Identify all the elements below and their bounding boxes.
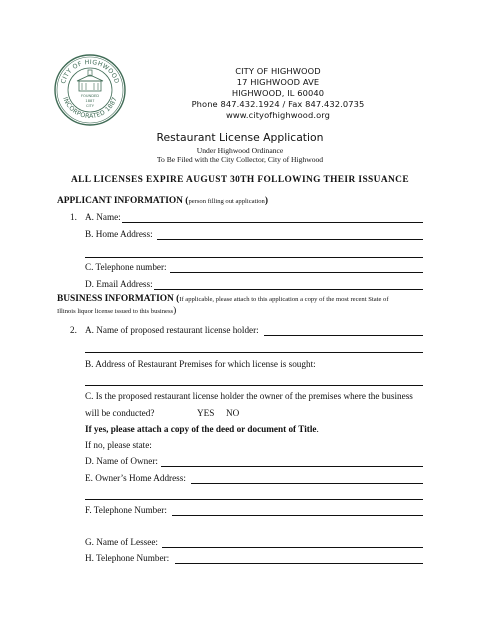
form-title: Restaurant License Application bbox=[156, 131, 324, 144]
business-heading-close: ) bbox=[173, 306, 177, 316]
applicant-name-label: A. Name: bbox=[85, 212, 121, 222]
header-address-block bbox=[178, 66, 378, 121]
owner-address-label: E. Owner’s Home Address: bbox=[85, 473, 186, 483]
owner-phone-field[interactable] bbox=[172, 515, 423, 516]
owner-question-line2: will be conducted? bbox=[85, 408, 155, 418]
owner-no-option[interactable]: NO bbox=[226, 408, 240, 418]
form-subtitle-filing: To Be Filed with the City Collector, City of Highwood bbox=[156, 155, 324, 164]
attach-deed-note-text: If yes, please attach a copy of the deed or document of Title bbox=[85, 424, 317, 434]
applicant-phone-label: C. Telephone number: bbox=[85, 262, 167, 272]
lessee-name-field[interactable] bbox=[162, 547, 423, 548]
item-number-2: 2. bbox=[70, 325, 77, 335]
applicant-heading-close: ) bbox=[264, 196, 268, 206]
city-seal bbox=[54, 54, 126, 126]
seal-inner-text-2: 1887 bbox=[85, 99, 95, 103]
owner-name-field[interactable] bbox=[161, 466, 423, 467]
owner-address-field-line2[interactable] bbox=[85, 499, 423, 500]
owner-yes-option[interactable]: YES bbox=[197, 408, 215, 418]
city-seal-graphic bbox=[54, 54, 126, 126]
if-no-label: If no, please state: bbox=[85, 440, 152, 450]
premises-address-label: B. Address of Restaurant Premises for which license is sought: bbox=[85, 359, 316, 369]
license-expiry-notice: ALL LICENSES EXPIRE AUGUST 30TH FOLLOWING THEIR ISSUANCE bbox=[70, 175, 410, 185]
business-heading-text: BUSINESS INFORMATION ( bbox=[57, 294, 180, 304]
applicant-heading-note: person filling out application bbox=[188, 198, 265, 205]
header-phone-fax: Phone 847.432.1924 / Fax 847.432.0735 bbox=[191, 99, 365, 109]
owner-question-line1: C. Is the proposed restaurant license holder the owner of the premises where the business bbox=[85, 391, 413, 401]
lessee-name-label: G. Name of Lessee: bbox=[85, 537, 158, 547]
seal-inner-text-3: CITY bbox=[86, 104, 94, 108]
applicant-address-field-line2[interactable] bbox=[85, 257, 423, 258]
owner-phone-label: F. Telephone Number: bbox=[85, 505, 167, 515]
premises-address-field[interactable] bbox=[85, 385, 423, 386]
seal-ring-top-text: CITY OF HIGHWOOD bbox=[59, 58, 121, 85]
applicant-section-heading bbox=[57, 196, 268, 206]
business-heading-note: If applicable, please attach to this application a copy of the most recent State of bbox=[179, 296, 389, 303]
business-heading-note2: Illinois liquor license issued to this business bbox=[57, 308, 174, 315]
applicant-heading-text: APPLICANT INFORMATION ( bbox=[57, 196, 189, 206]
applicant-address-field[interactable] bbox=[157, 239, 423, 240]
license-holder-name-label: A. Name of proposed restaurant license holder: bbox=[85, 325, 259, 335]
license-holder-name-field[interactable] bbox=[264, 335, 423, 336]
header-street: 17 HIGHWOOD AVE bbox=[236, 77, 320, 87]
license-holder-name-field-line2[interactable] bbox=[85, 352, 423, 353]
form-subtitle-ordinance: Under Highwood Ordinance bbox=[196, 146, 284, 155]
attach-deed-note bbox=[85, 424, 319, 434]
attach-deed-note-period: . bbox=[316, 424, 319, 434]
item-number-1: 1. bbox=[70, 212, 77, 222]
header-website: www.cityofhighwood.org bbox=[226, 110, 330, 120]
owner-name-label: D. Name of Owner: bbox=[85, 456, 158, 466]
lessee-phone-field[interactable] bbox=[175, 563, 423, 564]
seal-ring-bottom-text: INCORPORATED 1887 bbox=[61, 96, 119, 121]
applicant-email-label: D. Email Address: bbox=[85, 279, 153, 289]
business-heading-note-line2 bbox=[57, 306, 176, 316]
owner-address-field[interactable] bbox=[191, 483, 423, 484]
applicant-name-field[interactable] bbox=[122, 222, 423, 223]
seal-inner-text-1: FOUNDED bbox=[80, 94, 100, 98]
applicant-email-field[interactable] bbox=[154, 289, 423, 290]
applicant-phone-field[interactable] bbox=[170, 272, 423, 273]
applicant-address-label: B. Home Address: bbox=[85, 229, 153, 239]
business-section-heading bbox=[57, 294, 389, 304]
lessee-phone-label: H. Telephone Number: bbox=[85, 553, 170, 563]
header-city-state-zip: HIGHWOOD, IL 60040 bbox=[231, 88, 325, 98]
header-city: CITY OF HIGHWOOD bbox=[235, 66, 321, 76]
